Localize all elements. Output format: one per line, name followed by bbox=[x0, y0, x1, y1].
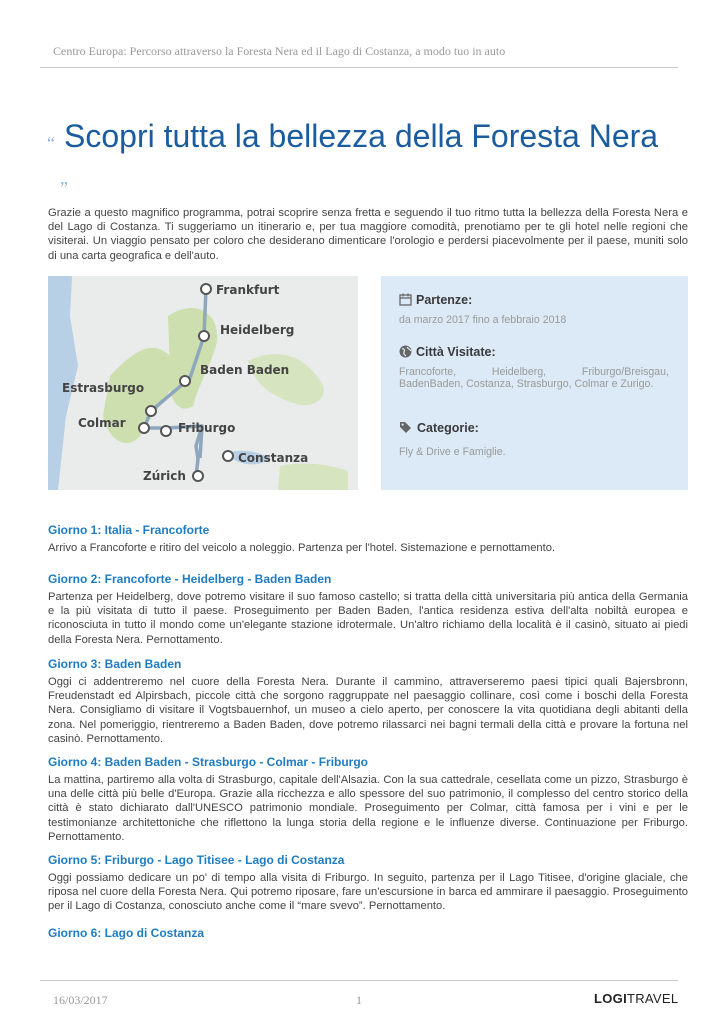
map-pin-frankfurt bbox=[201, 284, 211, 294]
header-divider bbox=[40, 67, 678, 68]
day-title: Giorno 6: Lago di Costanza bbox=[48, 926, 205, 940]
footer-date: 16/03/2017 bbox=[53, 993, 108, 1007]
partenze-label: Partenze: bbox=[416, 293, 473, 307]
map-pin-friburgo bbox=[161, 426, 171, 436]
categorie-heading bbox=[399, 421, 479, 435]
day-text: Partenza per Heidelberg, dove potremo visitare il suo famoso castello; si tratta della città universitaria più antica della Germania e la più visitata di tutto il paese. Proseguimento per Baden Baden, l'antica residenza estiva dell'alta nobiltà europea e riconosciuta in tutto il mondo come un'elegante stazione idrotermale. Un'altro richiamo della località è il casinò, situato ai piedi della Foresta Nera. Pernottamento. bbox=[48, 591, 688, 646]
categorie-value: Fly & Drive e Famiglie. bbox=[399, 446, 506, 458]
calendar-icon bbox=[399, 293, 412, 306]
page-header: Centro Europa: Percorso attraverso la Foresta Nera ed il Lago di Costanza, a modo tuo in auto bbox=[53, 44, 506, 58]
day-section bbox=[48, 853, 688, 914]
day-title: Giorno 4: Baden Baden - Strasburgo - Colmar - Friburgo bbox=[48, 755, 369, 769]
partenze-value: da marzo 2017 fino a febbraio 2018 bbox=[399, 314, 567, 326]
map-label-constanza: Constanza bbox=[238, 451, 309, 465]
map-pin-estrasburgo bbox=[146, 406, 156, 416]
map-pin-constanza bbox=[223, 451, 233, 461]
day-section bbox=[48, 657, 688, 746]
day-text: Oggi ci addentreremo nel cuore della Foresta Nera. Durante il cammino, attraverseremo paesi tipici quali Bajersbronn, Freudenstadt ed Alpirsbach, piccole città che sorgono raggruppate nel paesaggio collinare, così come i boschi della Foresta Nera. Consigliamo di visitare il Vogtsbauernhof, un museo a cielo aperto, per conoscere la vita quotidiana degli abitanti della zona. Nel pomeriggio, rientreremo a Baden Baden, dove potremo rilassarci nei bagni termali della città e provare la fortuna nel casinò. Pernottamento. bbox=[48, 676, 688, 745]
day-section bbox=[48, 755, 688, 844]
day-section bbox=[48, 572, 688, 647]
intro-paragraph: Grazie a questo magnifico programma, potrai scoprire senza fretta e seguendo il tuo ritmo tutta la bellezza della Foresta Nera e del Lago di Costanza. Ti suggeriamo un itinerario e, per tua maggiore comodità, prenotiamo per te gli hotel nelle regioni che visiterai. Un viaggio pensato per coloro che desiderano dimenticare l'orologio e perdersi piacevolmente per il paese, muniti solo di una carta geografica e dell'auto. bbox=[48, 207, 688, 262]
map-label-colmar: Colmar bbox=[78, 416, 126, 430]
day-text: Arrivo a Francoforte e ritiro del veicolo a noleggio. Partenza per l'hotel. Sistemazione e pernottamento. bbox=[48, 542, 556, 554]
map-label-friburgo: Friburgo bbox=[178, 421, 236, 435]
day-text: La mattina, partiremo alla volta di Strasburgo, capitale dell'Alsazia. Con la sua cattedrale, cesellata come un pizzo, Strasburgo è una delle città più belle d'Europa. Grazie alla ricchezza e allo spessore del suo patrimonio, il complesso del centro storico della città è stato dichiarato dall'UNESCO patrimonio mondiale. Proseguimento per Colmar, città famosa per i vini e per le testimonianze architettoniche che riflettono la lunga storia della regione e le influenze diverse. Continuazione per Friburgo. Pernottamento. bbox=[48, 774, 688, 843]
map-pin-heidelberg bbox=[199, 331, 209, 341]
close-quote: ” bbox=[60, 178, 68, 198]
map-label-frankfurt: Frankfurt bbox=[216, 283, 280, 297]
map-pin-colmar bbox=[139, 423, 149, 433]
page-title: Scopri tutta la bellezza della Foresta Nera bbox=[64, 118, 659, 154]
map-label-baden-baden: Baden Baden bbox=[200, 363, 290, 377]
map-label-estrasburgo: Estrasburgo bbox=[62, 381, 145, 395]
partenze-heading bbox=[399, 293, 472, 307]
map-pin-baden-baden bbox=[180, 376, 190, 386]
day-title: Giorno 5: Friburgo - Lago Titisee - Lago di Costanza bbox=[48, 853, 345, 867]
day-title: Giorno 3: Baden Baden bbox=[48, 657, 182, 671]
day-section bbox=[48, 926, 688, 944]
tag-icon bbox=[399, 421, 413, 434]
footer-divider bbox=[40, 980, 678, 981]
route-map-graphic bbox=[48, 276, 358, 490]
logitravel-logo bbox=[594, 991, 678, 1006]
citta-label: Città Visitate: bbox=[416, 345, 496, 359]
day-title: Giorno 1: Italia - Francoforte bbox=[48, 523, 210, 537]
open-quote: “ bbox=[47, 133, 55, 153]
day-title: Giorno 2: Francoforte - Heidelberg - Baden Baden bbox=[48, 572, 332, 586]
route-map bbox=[48, 276, 358, 490]
page-number: 1 bbox=[356, 993, 362, 1007]
citta-value: Francoforte, Heidelberg, Friburgo/Breisgau, BadenBaden, Costanza, Strasburgo, Colmar e Zurigo. bbox=[399, 366, 669, 391]
logo-bold-part: LOGI bbox=[594, 991, 627, 1006]
map-label-zurich: Zúrich bbox=[143, 469, 186, 483]
trip-info-box bbox=[381, 276, 688, 490]
categorie-label: Categorie: bbox=[417, 421, 479, 435]
globe-icon bbox=[399, 345, 412, 358]
day-section bbox=[48, 523, 688, 555]
map-label-heidelberg: Heidelberg bbox=[220, 323, 295, 337]
citta-heading bbox=[399, 345, 496, 359]
day-text: Oggi possiamo dedicare un po' di tempo alla visita di Friburgo. In seguito, partenza per il Lago Titisee, d'origine glaciale, che riposa nel cuore della Foresta Nera. Qui potremo riposare, fare un'escursione in barca ed ammirare il paesaggio. Proseguimento per il Lago di Costanza, conosciuto anche come il “mare svevo”. Pernottamento. bbox=[48, 872, 688, 913]
logo-rest-part: TRAVEL bbox=[626, 991, 679, 1006]
map-pin-zurich bbox=[193, 471, 203, 481]
